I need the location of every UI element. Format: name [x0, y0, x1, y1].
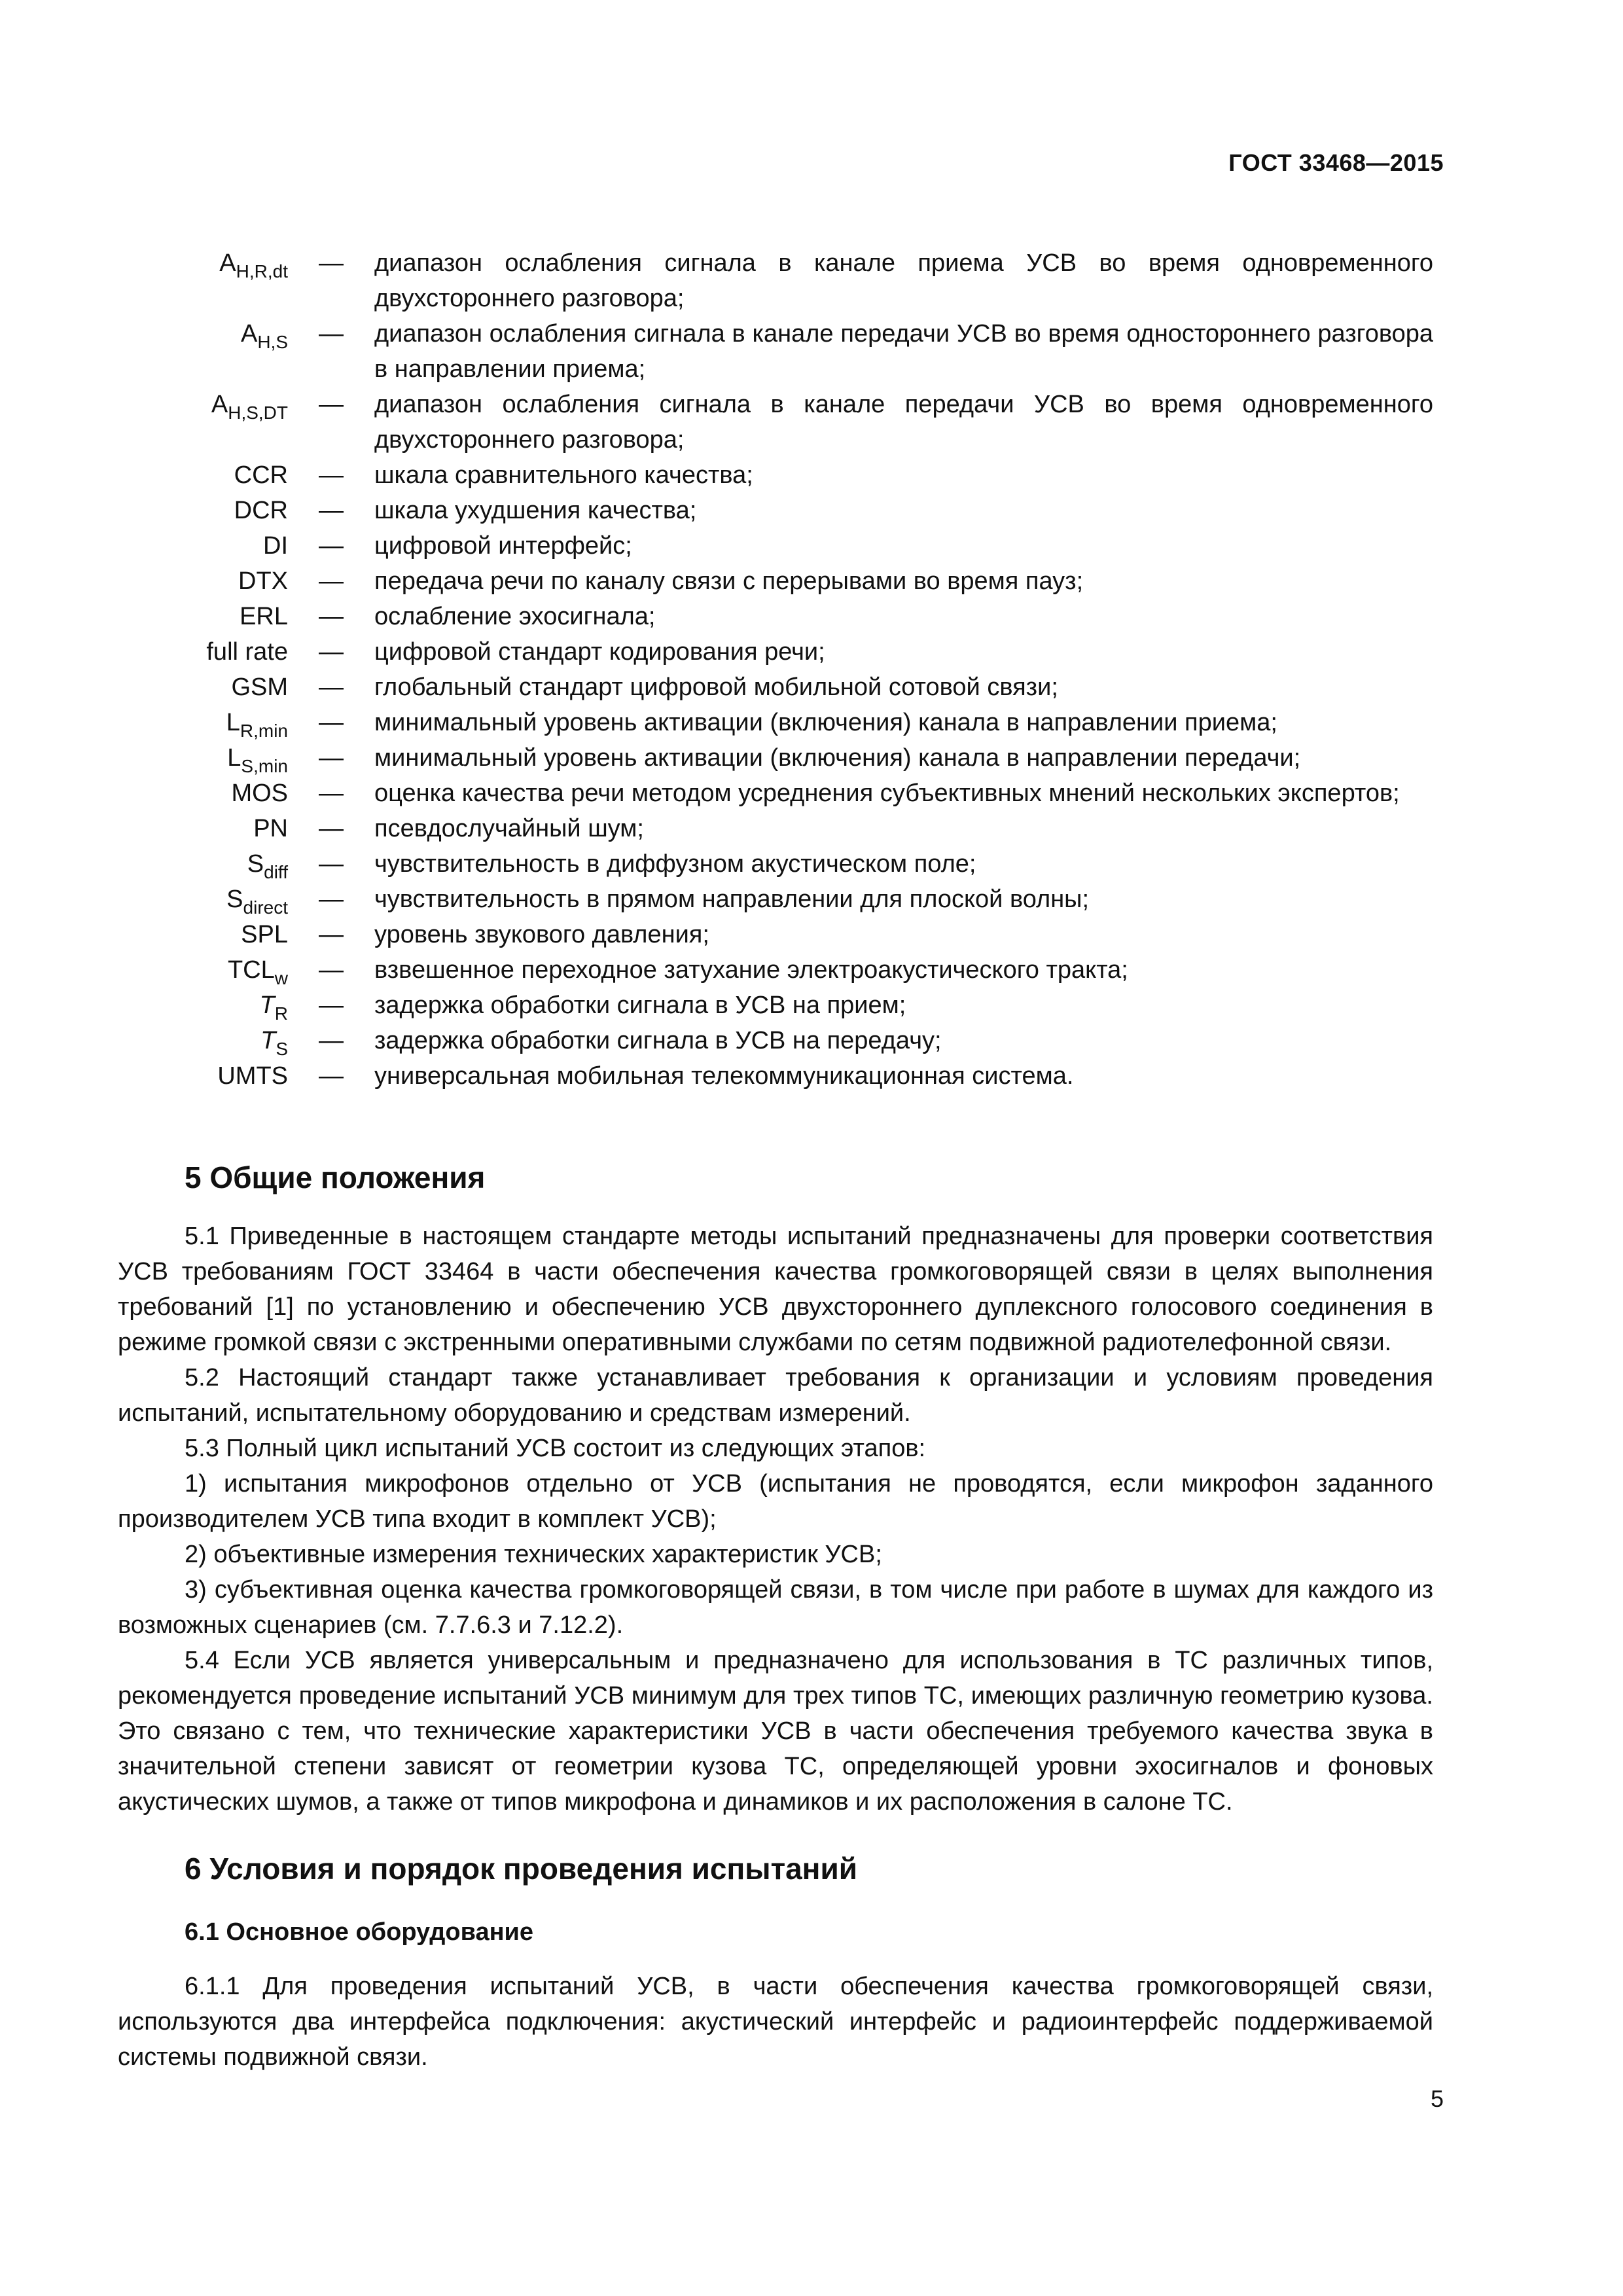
- section-6-body: [118, 1969, 1433, 2075]
- abbreviation-symbol: A: [211, 391, 228, 418]
- abbreviation-row: [118, 988, 1433, 1023]
- abbreviation-dash: —: [319, 567, 344, 595]
- abbreviation-symbol: SPL: [241, 921, 288, 948]
- abbreviation-row: [118, 599, 1433, 634]
- abbreviation-term: [118, 1023, 288, 1058]
- abbreviation-dash: —: [319, 391, 344, 418]
- abbreviation-definition: минимальный уровень активации (включения) канала в направлении приема;: [374, 709, 1277, 736]
- abbreviation-symbol: DCR: [234, 497, 288, 524]
- abbreviation-row: [118, 316, 1433, 387]
- abbreviation-symbol: DI: [263, 532, 288, 560]
- abbreviation-symbol: L: [226, 709, 240, 736]
- abbreviation-dash: —: [319, 992, 344, 1019]
- abbreviation-row: [118, 528, 1433, 564]
- abbreviation-term: [118, 776, 288, 811]
- abbreviation-subscript: H,S: [257, 332, 288, 352]
- abbreviation-definition: задержка обработки сигнала в УСВ на передачу;: [374, 1027, 942, 1054]
- abbreviation-definition: чувствительность в прямом направлении для плоской волны;: [374, 886, 1090, 913]
- abbreviation-symbol: ERL: [240, 603, 288, 630]
- abbreviation-term: [118, 564, 288, 599]
- abbreviation-subscript: H,R,dt: [236, 261, 288, 281]
- abbreviation-row: [118, 670, 1433, 705]
- abbreviation-subscript: R,min: [240, 721, 288, 741]
- abbreviation-list: [118, 245, 1433, 1094]
- abbreviation-definition: псевдослучайный шум;: [374, 815, 644, 842]
- abbreviation-definition: задержка обработки сигнала в УСВ на прием;: [374, 992, 906, 1019]
- abbreviation-row: [118, 740, 1433, 776]
- abbreviation-dash: —: [319, 673, 344, 701]
- abbreviation-dash: —: [319, 886, 344, 913]
- abbreviation-dash: —: [319, 744, 344, 772]
- abbreviation-dash: —: [319, 249, 344, 277]
- abbreviation-definition: шкала ухудшения качества;: [374, 497, 697, 524]
- abbreviation-row: [118, 705, 1433, 740]
- abbreviation-dash: —: [319, 1027, 344, 1054]
- abbreviation-row: [118, 387, 1433, 457]
- abbreviation-symbol: CCR: [234, 461, 288, 489]
- abbreviation-term: [118, 705, 288, 740]
- abbreviation-row: [118, 245, 1433, 316]
- abbreviation-term: [118, 316, 288, 351]
- abbreviation-subscript: direct: [243, 897, 288, 918]
- abbreviation-term: [118, 952, 288, 988]
- abbreviation-row: [118, 1058, 1433, 1094]
- abbreviation-symbol: PN: [253, 815, 288, 842]
- abbreviation-symbol: full rate: [206, 638, 288, 666]
- abbreviation-dash: —: [319, 850, 344, 878]
- abbreviation-definition: ослабление эхосигнала;: [374, 603, 656, 630]
- section-5-body: [118, 1219, 1433, 1820]
- abbreviation-term: [118, 740, 288, 776]
- abbreviation-symbol: UMTS: [217, 1062, 288, 1090]
- paragraph: 3) субъективная оценка качества громкоговорящей связи, в том числе при работе в шумах для каждого из возможных сценариев (см. 7.7.6.3 и 7.12.2).: [118, 1576, 1433, 1639]
- abbreviation-subscript: R: [274, 1003, 288, 1024]
- section-6-title: 6 Условия и порядок проведения испытаний: [185, 1852, 858, 1886]
- abbreviation-subscript: H,S,DT: [228, 403, 288, 423]
- paragraph: 5.1 Приведенные в настоящем стандарте методы испытаний предназначены для проверки соответствия УСВ требованиям ГОСТ 33464 в части обеспечения качества громкоговорящей связи в целях выполнения требований [1] по установлению и обеспечению УСВ двухстороннего дуплексного голосового соединения в режиме громкой связи с экстренными оперативными службами по сетям подвижной радиотелефонной связи.: [118, 1223, 1433, 1356]
- abbreviation-term: [118, 599, 288, 634]
- paragraph: 2) объективные измерения технических характеристик УСВ;: [185, 1541, 882, 1568]
- abbreviation-definition: передача речи по каналу связи с перерывами во время пауз;: [374, 567, 1084, 595]
- abbreviation-term: [118, 457, 288, 493]
- abbreviation-dash: —: [319, 497, 344, 524]
- paragraph: 1) испытания микрофонов отдельно от УСВ (испытания не проводятся, если микрофон заданного производителем УСВ типа входит в комплект УСВ);: [118, 1470, 1433, 1533]
- abbreviation-definition: универсальная мобильная телекоммуникационная система.: [374, 1062, 1074, 1090]
- abbreviation-definition: минимальный уровень активации (включения) канала в направлении передачи;: [374, 744, 1301, 772]
- abbreviation-symbol: A: [219, 249, 236, 277]
- abbreviation-symbol: S: [247, 850, 264, 878]
- abbreviation-row: [118, 811, 1433, 846]
- abbreviation-dash: —: [319, 1062, 344, 1090]
- abbreviation-definition: цифровой стандарт кодирования речи;: [374, 638, 825, 666]
- subsection-6-1-title: 6.1 Основное оборудование: [185, 1918, 534, 1946]
- abbreviation-row: [118, 952, 1433, 988]
- abbreviation-term: [118, 846, 288, 882]
- abbreviation-definition: уровень звукового давления;: [374, 921, 709, 948]
- abbreviation-term: [118, 811, 288, 846]
- abbreviation-dash: —: [319, 709, 344, 736]
- abbreviation-subscript: w: [274, 968, 288, 988]
- abbreviation-definition: взвешенное переходное затухание электроакустического тракта;: [374, 956, 1128, 984]
- abbreviation-definition: шкала сравнительного качества;: [374, 461, 753, 489]
- abbreviation-term: [118, 917, 288, 952]
- abbreviation-definition: глобальный стандарт цифровой мобильной сотовой связи;: [374, 673, 1058, 701]
- abbreviation-row: [118, 776, 1433, 811]
- abbreviation-term: [118, 528, 288, 564]
- standard-header: ГОСТ 33468—2015: [1228, 149, 1444, 176]
- abbreviation-term: [118, 1058, 288, 1094]
- abbreviation-symbol: DTX: [238, 567, 288, 595]
- abbreviation-symbol: TCL: [227, 956, 275, 984]
- abbreviation-dash: —: [319, 815, 344, 842]
- abbreviation-term: [118, 634, 288, 670]
- abbreviation-dash: —: [319, 532, 344, 560]
- abbreviation-symbol: T: [260, 1027, 276, 1054]
- abbreviation-term: [118, 988, 288, 1023]
- abbreviation-dash: —: [319, 461, 344, 489]
- abbreviation-dash: —: [319, 780, 344, 807]
- abbreviation-row: [118, 882, 1433, 917]
- abbreviation-definition: диапазон ослабления сигнала в канале передачи УСВ во время одновременного двухстороннего разговора;: [374, 391, 1433, 454]
- abbreviation-dash: —: [319, 638, 344, 666]
- paragraph: 5.2 Настоящий стандарт также устанавливает требования к организации и условиям проведения испытаний, испытательному оборудованию и средствам измерений.: [118, 1364, 1433, 1427]
- abbreviation-row: [118, 917, 1433, 952]
- paragraph: 6.1.1 Для проведения испытаний УСВ, в части обеспечения качества громкоговорящей связи, используются два интерфейса подключения: акустический интерфейс и радиоинтерфейс поддерживаемой системы подвижной связи.: [118, 1973, 1433, 2071]
- abbreviation-symbol: L: [227, 744, 241, 772]
- page-number: 5: [1430, 2085, 1444, 2112]
- abbreviation-symbol: GSM: [231, 673, 288, 701]
- abbreviation-symbol: A: [240, 320, 258, 348]
- abbreviation-row: [118, 564, 1433, 599]
- abbreviation-dash: —: [319, 921, 344, 948]
- paragraph: 5.3 Полный цикл испытаний УСВ состоит из следующих этапов:: [185, 1435, 926, 1462]
- abbreviation-row: [118, 634, 1433, 670]
- abbreviation-definition: диапазон ослабления сигнала в канале передачи УСВ во время одностороннего разговора в направлении приема;: [374, 320, 1433, 383]
- abbreviation-dash: —: [319, 956, 344, 984]
- paragraph: 5.4 Если УСВ является универсальным и предназначено для использования в ТС различных типов, рекомендуется проведение испытаний УСВ минимум для трех типов ТС, имеющих различную геометрию кузова. Это связано с тем, что технические характеристики УСВ в части обеспечения требуемого качества звука в значительной степени зависят от геометрии кузова ТС, определяющей уровни эхосигналов и фоновых акустических шумов, а также от типов микрофона и динамиков и их расположения в салоне ТС.: [118, 1647, 1433, 1816]
- abbreviation-term: [118, 387, 288, 422]
- abbreviation-definition: цифровой интерфейс;: [374, 532, 632, 560]
- abbreviation-dash: —: [319, 603, 344, 630]
- abbreviation-dash: —: [319, 320, 344, 348]
- abbreviation-definition: чувствительность в диффузном акустическом поле;: [374, 850, 976, 878]
- abbreviation-row: [118, 846, 1433, 882]
- abbreviation-row: [118, 1023, 1433, 1058]
- abbreviation-term: [118, 245, 288, 281]
- abbreviation-row: [118, 457, 1433, 493]
- abbreviation-term: [118, 670, 288, 705]
- abbreviation-term: [118, 493, 288, 528]
- abbreviation-definition: оценка качества речи методом усреднения субъективных мнений нескольких экспертов;: [374, 780, 1400, 807]
- abbreviation-definition: диапазон ослабления сигнала в канале приема УСВ во время одновременного двухстороннего разговора;: [374, 249, 1433, 312]
- abbreviation-symbol: MOS: [231, 780, 288, 807]
- abbreviation-subscript: S: [276, 1039, 288, 1059]
- abbreviation-subscript: S,min: [241, 756, 288, 776]
- section-5-title: 5 Общие положения: [185, 1160, 486, 1194]
- abbreviation-subscript: diff: [264, 862, 288, 882]
- abbreviation-row: [118, 493, 1433, 528]
- abbreviation-symbol: S: [226, 886, 243, 913]
- abbreviation-symbol: T: [259, 992, 275, 1019]
- abbreviation-term: [118, 882, 288, 917]
